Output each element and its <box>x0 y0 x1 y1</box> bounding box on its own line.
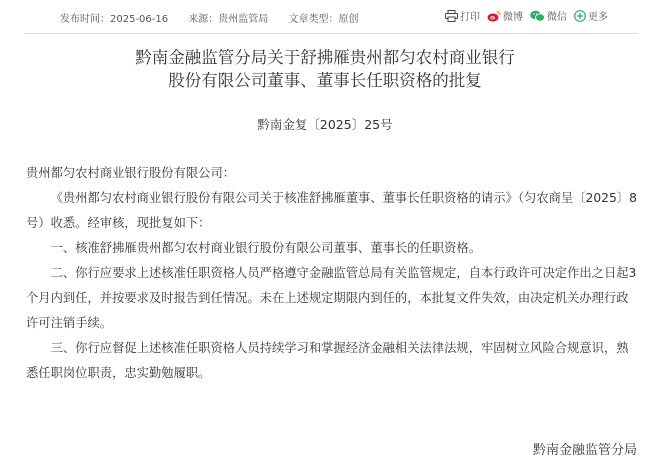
share-bar <box>438 8 608 23</box>
weibo-icon <box>487 10 501 22</box>
paragraph-3: 二、你行应要求上述核准任职资格人员严格遵守金融监管总局有关监管规定，自本行政许可决定作出之日起3个月内到任，并按要求及时报告到任情况。未在上述规定期限内到任的，本批复文件失效，由决定机关办理行政许可注销手续。 <box>26 266 637 330</box>
page-title <box>0 46 650 92</box>
source: 来源：贵州监管局 <box>188 14 269 25</box>
publish-time: 发布时间：2025-06-16 <box>60 14 169 25</box>
printer-icon <box>445 10 458 22</box>
more-button[interactable] <box>574 8 608 23</box>
article-type: 文章类型：原创 <box>288 14 359 25</box>
plus-circle-icon <box>574 10 586 22</box>
wechat-label: 微信 <box>547 12 567 23</box>
signature: 黔南金融监管分局 <box>532 443 637 458</box>
weibo-button[interactable] <box>487 8 523 23</box>
weibo-label: 微博 <box>503 12 523 23</box>
paragraph-1: 《贵州都匀农村商业银行股份有限公司关于核准舒拂雁董事、董事长任职资格的请示》（匀农商呈〔2025〕8号）收悉。经审核，现批复如下： <box>26 191 637 230</box>
print-label: 打印 <box>460 12 480 23</box>
meta-bar <box>24 0 638 34</box>
print-button[interactable] <box>445 8 480 23</box>
wechat-icon <box>530 10 545 22</box>
paragraph-2: 一、核准舒拂雁贵州都匀农村商业银行股份有限公司董事、董事长的任职资格。 <box>50 241 481 255</box>
title-line-2: 股份有限公司董事、董事长任职资格的批复 <box>168 71 482 90</box>
more-label: 更多 <box>588 12 608 23</box>
wechat-button[interactable] <box>530 8 567 23</box>
title-line-1: 黔南金融监管分局关于舒拂雁贵州都匀农村商业银行 <box>135 48 515 67</box>
salutation: 贵州都匀农村商业银行股份有限公司： <box>26 166 236 180</box>
meta-info <box>60 10 376 25</box>
document-number: 黔南金复〔2025〕25号 <box>257 117 393 132</box>
paragraph-4: 三、你行应督促上述核准任职资格人员持续学习和掌握经济金融相关法律法规，牢固树立风险合规意识，熟悉任职岗位职责，忠实勤勉履职。 <box>26 341 629 380</box>
document-body <box>26 161 638 386</box>
